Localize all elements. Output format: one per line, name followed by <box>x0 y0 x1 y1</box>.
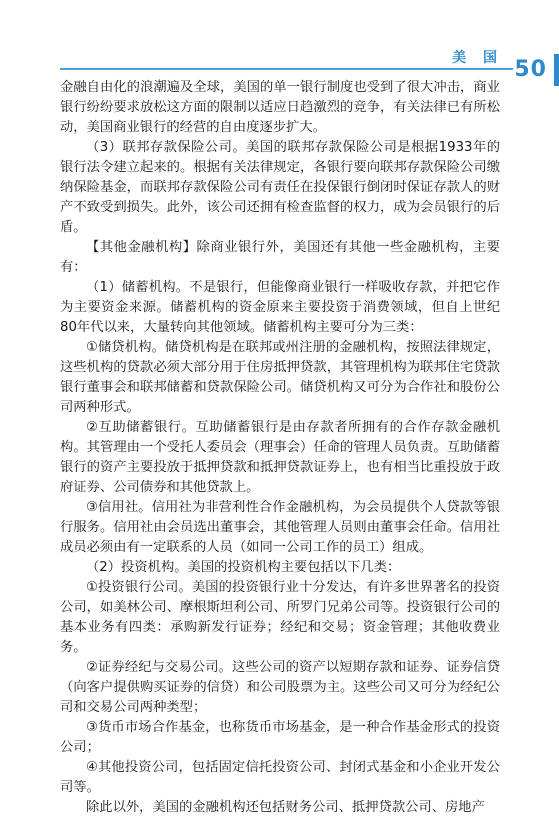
header-rule <box>60 68 513 70</box>
paragraph: ①储贷机构。储贷机构是在联邦或州注册的金融机构，按照法律规定，这些机构的贷款必须大部分用于住房抵押贷款，其管理机构为联邦住宅贷款银行董事会和联邦储蓄和贷款保险公司。储贷机构又可分为合作社和股份公司两种形式。 <box>60 340 500 415</box>
paragraph: 金融自由化的浪潮遍及全球，美国的单一银行制度也受到了很大冲击，商业银行纷纷要求放松这方面的限制以适应日趋激烈的竞争，有关法律已有所松动，美国商业银行的经营的自由度逐步扩大。 <box>60 80 500 135</box>
section-label: 美 国 <box>452 50 503 66</box>
paragraph: ②互助储蓄银行。互助储蓄银行是由存款者所拥有的合作存款金融机构。其管理由一个受托人委员会（理事会）任命的管理人员负责。互助储蓄银行的资产主要投放于抵押贷款和抵押贷款证券上，也有相当比重投放于政府证券、公司债券和其他贷款上。 <box>60 420 500 495</box>
page-number: 50 <box>514 57 547 82</box>
paragraph: 【其他金融机构】除商业银行外，美国还有其他一些金融机构，主要有： <box>60 240 500 275</box>
paragraph: ③货币市场合作基金，也称货币市场基金，是一种合作基金形式的投资公司； <box>60 720 500 755</box>
paragraph: ①投资银行公司。美国的投资银行业十分发达，有许多世界著名的投资公司，如美林公司、摩根斯坦利公司、所罗门兄弟公司等。投资银行公司的基本业务有四类：承购新发行证券；经纪和交易；资金管理；其他收费业务。 <box>60 580 500 655</box>
paragraph: （3）联邦存款保险公司。美国的联邦存款保险公司是根据1933年的银行法令建立起来的。根据有关法律规定，各银行要向联邦存款保险公司缴纳保险基金，而联邦存款保险公司有责任在投保银行倒闭时保证存款人的财产不致受到损失。此外，该公司还拥有检查监督的权力，成为会员银行的后盾。 <box>60 140 500 235</box>
paragraph: ③信用社。信用社为非营利性合作金融机构，为会员提供个人贷款等银行服务。信用社由会员选出董事会，其他管理人员则由董事会任命。信用社成员必须由有一定联系的人员（如同一公司工作的员工）组成。 <box>60 500 500 555</box>
page-header <box>0 0 559 86</box>
body-text <box>60 78 500 818</box>
paragraph: （1）储蓄机构。不是银行，但能像商业银行一样吸收存款，并把它作为主要资金来源。储蓄机构的资金原来主要投资于消费领域，但自上世纪80年代以来，大量转向其他领域。储蓄机构主要可分为三类： <box>60 280 500 335</box>
paragraph: 除此以外，美国的金融机构还包括财务公司、抵押贷款公司、房地产 <box>86 800 485 815</box>
paragraph: ②证券经纪与交易公司。这些公司的资产以短期存款和证券、证券信贷（向客户提供购买证券的信贷）和公司股票为主。这些公司又可分为经纪公司和交易公司两种类型； <box>60 660 500 715</box>
page-edge-tab <box>554 54 559 86</box>
paragraph: ④其他投资公司，包括固定信托投资公司、封闭式基金和小企业开发公司等。 <box>60 760 500 795</box>
paragraph: （2）投资机构。美国的投资机构主要包括以下几类： <box>86 560 401 575</box>
